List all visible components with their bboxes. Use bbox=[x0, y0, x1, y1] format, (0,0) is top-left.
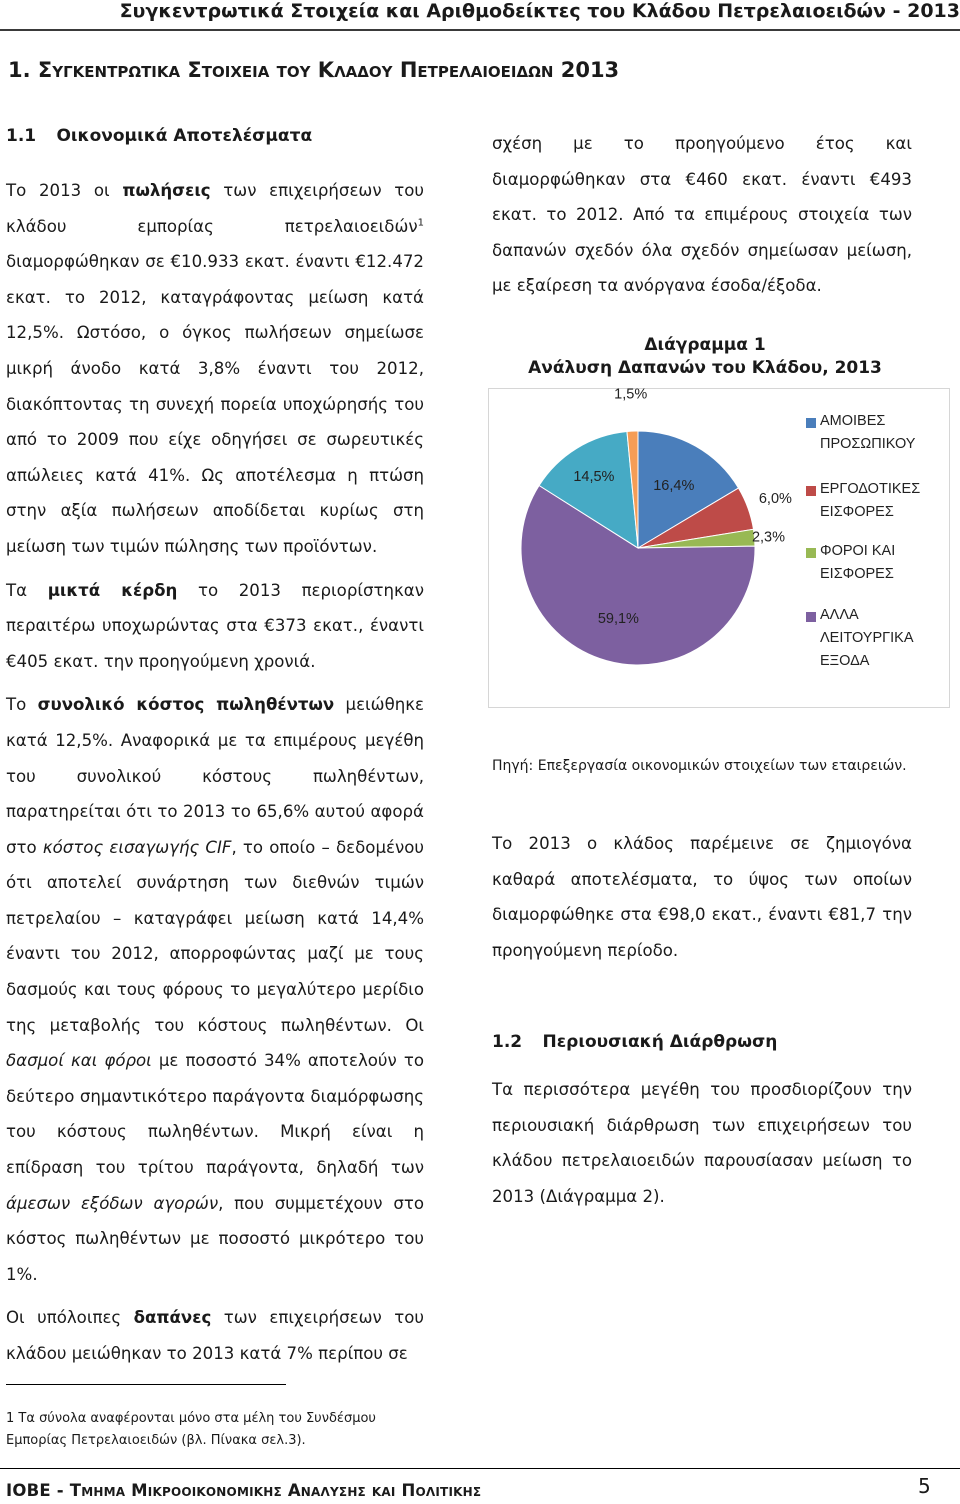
subsection-title: Περιουσιακή Διάρθρωση bbox=[542, 1032, 778, 1052]
legend-swatch bbox=[806, 418, 816, 428]
footer-divider bbox=[0, 1468, 960, 1469]
pie-slice-label: 14,5% bbox=[573, 469, 615, 486]
section-title: 1. Συγκεντρωτικα Στοιχεια του Κλαδου Πετρελαιοειδων 2013 bbox=[8, 58, 620, 82]
pie-slice-label: 16,4% bbox=[653, 477, 695, 494]
subsection-number: 1.2 bbox=[492, 1032, 523, 1052]
legend-label: ΠΡΟΣΩΠΙΚΟΥ bbox=[820, 436, 916, 452]
subsection-1-2-heading bbox=[492, 1032, 912, 1052]
legend-label: ΕΞΟΔΑ bbox=[820, 653, 870, 669]
legend-label: ΑΜΟΙΒΕΣ bbox=[820, 413, 886, 429]
paragraph-sales: Το 2013 οι πωλήσεις των επιχειρήσεων του κλάδου εμπορίας πετρελαιοειδών$^1$ διαμορφώθηκαν σε €10.933 εκατ. έναντι €12.472 εκατ. το 2012, καταγράφοντας μείωση κατά 12,5%. Ωστόσο, ο όγκος πωλήσεων σημείωσε μικρή άνοδο κατά 3,8% έναντι του 2012, διακόπτοντας τη συνεχή πορεία υποχώρησής του από το 2009 που είχε οδηγήσει σε σωρευτικές απώλειες κατά 41%. Ως αποτέλεσμα η πτώση στην αξία πωλήσεων αποδίδεται κυρίως στη μείωση των τιμών πώλησης των προϊόντων. bbox=[6, 181, 424, 556]
legend-label: ΑΛΛΑ bbox=[820, 607, 859, 623]
chart-title: Διάγραμμα 1 bbox=[644, 335, 766, 355]
subsection-1-1-heading bbox=[6, 126, 424, 146]
footnote-text: Τα σύνολα αναφέρονται μόνο στα μέλη του Συνδέσμου Εμπορίας Πετρελαιοειδών (βλ. Πίνακα σελ.3). bbox=[6, 1411, 376, 1448]
paragraph-cost-of-sales: Το συνολικό κόστος πωληθέντων μειώθηκε κατά 12,5%. Αναφορικά με τα επιμέρους μεγέθη του συνολικού κόστους πωληθέντων, παρατηρείται ότι το 2013 το 65,6% αυτού αφορά στο κόστος εισαγωγής CIF, το οποίο – δεδομένου ότι αποτελεί συνάρτηση των διεθνών τιμών πετρελαίου – καταγράφει μείωση κατά 14,4% έναντι του 2012, απορροφώντας μαζί με τους δασμούς και τους φόρους το μεγαλύτερο μερίδιο της μεταβολής του κόστους πωληθέντων. Οι δασμοί και φόροι με ποσοστό 34% αποτελούν το δεύτερο σημαντικότερο παράγοντα διαμόρφωσης του κόστους πωληθέντων. Μικρή είναι η επίδραση του τρίτου παράγοντα, δηλαδή των άμεσων εξόδων αγορών, που συμμετέχουν στο κόστος πωληθέντων με ποσοστό μικρότερο του 1%. bbox=[6, 695, 425, 1284]
pie-slice-label: 1,5% bbox=[614, 388, 648, 403]
legend-label: ΕΙΣΦΟΡΕΣ bbox=[820, 504, 894, 520]
chart-subtitle: Ανάλυση Δαπανών του Κλάδου, 2013 bbox=[528, 358, 882, 378]
chart-source: Πηγή: Επεξεργασία οικονομικών στοιχείων των εταιρειών. bbox=[492, 758, 907, 774]
right-column-intro: σχέση με το προηγούμενο έτος και διαμορφώθηκαν στα €460 εκατ. έναντι €493 εκατ. το 2012. Από τα επιμέρους στοιχεία των δαπανών σχεδόν όλα σχεδόν σημείωσαν μείωση, με εξαίρεση τα ανόργανα έσοδα/έξοδα. bbox=[492, 134, 912, 296]
footnote bbox=[6, 1408, 426, 1452]
footer-text: ΙΟΒΕ - Τμημα Μικροοικονομικης Αναλυσης και Πολιτικης bbox=[6, 1481, 482, 1500]
footnote-divider bbox=[6, 1384, 286, 1385]
subsection-title: Οικονομικά Αποτελέσματα bbox=[56, 126, 313, 146]
paragraph-gross-profit: Τα μικτά κέρδη το 2013 περιορίστηκαν περαιτέρω υποχωρώντας στα €373 εκατ., έναντι €405 εκατ. την προηγούμενη χρονιά. bbox=[6, 580, 424, 671]
header-divider bbox=[0, 29, 960, 31]
left-column-text bbox=[6, 173, 424, 1372]
legend-label: ΕΡΓΟΔΟΤΙΚΕΣ bbox=[820, 481, 921, 497]
paragraph-expenses: Οι υπόλοιπες δαπάνες των επιχειρήσεων του κλάδου μειώθηκαν το 2013 κατά 7% περίπου σε bbox=[6, 1308, 424, 1363]
running-header: Συγκεντρωτικά Στοιχεία και Αριθμοδείκτες του Κλάδου Πετρελαιοειδών - 2013 bbox=[119, 0, 960, 22]
legend-label: ΕΙΣΦΟΡΕΣ bbox=[820, 566, 894, 582]
legend-label: ΦΟΡΟΙ ΚΑΙ bbox=[820, 543, 896, 559]
legend-swatch bbox=[806, 486, 816, 496]
page-number: 5 bbox=[918, 1474, 931, 1498]
legend-label: ΛΕΙΤΟΥΡΓΙΚΑ bbox=[820, 630, 914, 646]
paragraph-asset-structure: Τα περισσότερα μεγέθη του προσδιορίζουν την περιουσιακή διάρθρωση των επιχειρήσεων του κλάδου πετρελαιοειδών παρουσίασαν μείωση το 2013 (Διάγραμμα 2). bbox=[492, 1080, 912, 1206]
footnote-number: 1 bbox=[6, 1411, 15, 1426]
legend-swatch bbox=[806, 612, 816, 622]
legend-swatch bbox=[806, 548, 816, 558]
footnote-marker: 1 bbox=[417, 217, 424, 229]
paragraph-net-results: Το 2013 ο κλάδος παρέμεινε σε ζημιογόνα καθαρά αποτελέσματα, το ύψος των οποίων διαμορφώθηκε στα €98,0 εκατ., έναντι €81,7 την προηγούμενη περίοδο. bbox=[492, 834, 912, 960]
pie-slice-label: 6,0% bbox=[758, 490, 792, 507]
subsection-number: 1.1 bbox=[6, 126, 37, 146]
pie-slice-label: 59,1% bbox=[597, 610, 639, 627]
pie-slice-label: 2,3% bbox=[751, 529, 786, 546]
